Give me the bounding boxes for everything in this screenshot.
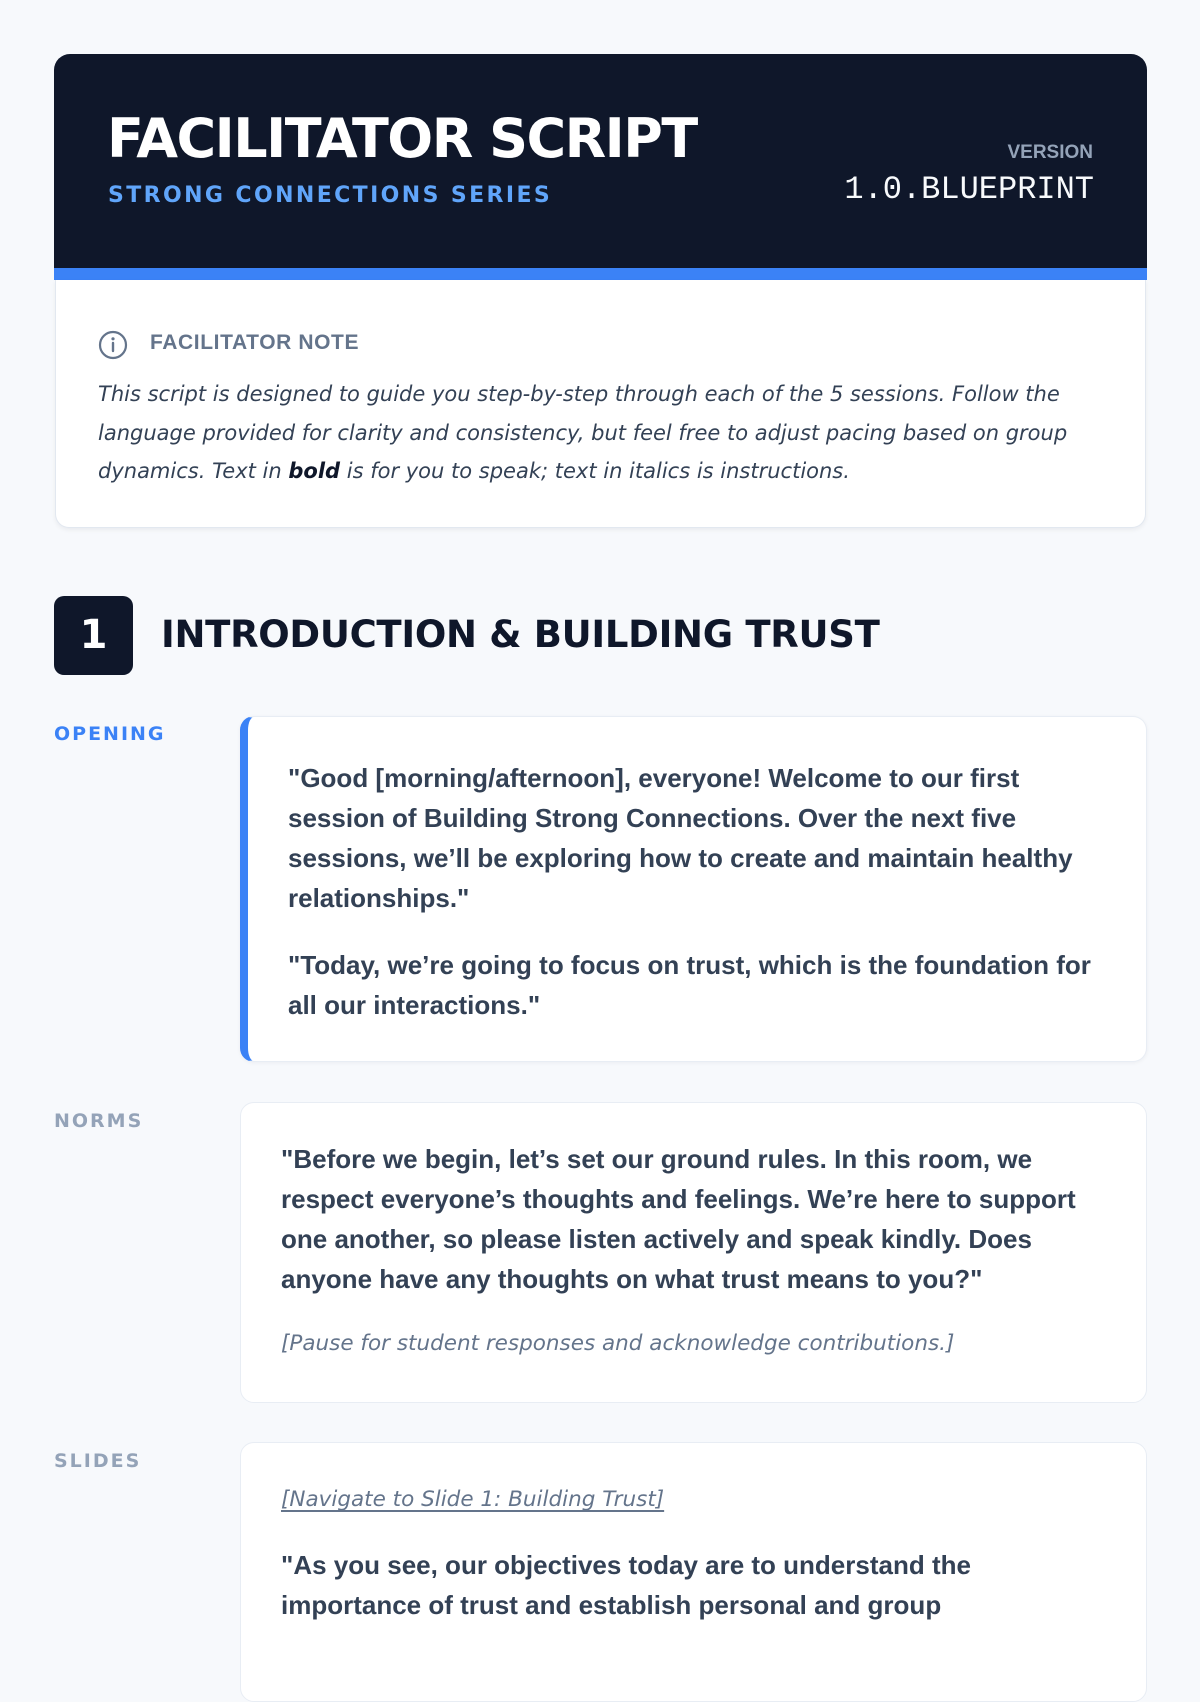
slides-script-card [240,1442,1147,1702]
opening-label: OPENING [54,723,166,745]
info-icon [98,330,128,360]
facilitator-note-text [98,375,1098,491]
norms-instruction: [Pause for student responses and acknowledge contributions.] [281,1331,955,1356]
series-subtitle: STRONG CONNECTIONS SERIES [108,183,553,208]
facilitator-note-label: FACILITATOR NOTE [150,331,360,354]
note-text-end: is for you to speak; text in italics is instructions. [340,459,850,483]
note-text-start: This script is designed to guide you step-by-step through each of the 5 sessions. Follow the language provided for clarity and consistency, but feel free to adjust pacing based on group dynamics. Text in [98,382,1068,483]
norms-speech: "Before we begin, let’s set our ground rules. In this room, we respect everyone’s thoughts and feelings. We’re here to support one another, so please listen actively and speak kindly. Does anyone have any thoughts on what trust means to you?" [281,1144,1076,1294]
facilitator-note-card [55,280,1146,528]
version-value: 1.0.BLUEPRINT [844,171,1094,208]
section-number-badge: 1 [54,596,133,675]
opening-script-card [240,716,1147,1062]
norms-label: NORMS [54,1110,144,1132]
note-bold-word: bold [288,459,341,483]
opening-speech-paragraph: "Today, we’re going to focus on trust, which is the foundation for all our interactions." [288,950,1091,1020]
slide-navigation-link[interactable]: [Navigate to Slide 1: Building Trust] [281,1487,665,1512]
header-accent-bar [54,268,1147,280]
norms-script-card [240,1102,1147,1403]
slides-label: SLIDES [54,1450,142,1472]
version-label: VERSION [1007,142,1093,163]
document-title: FACILITATOR SCRIPT [107,107,697,170]
opening-speech-paragraph: "Good [morning/afternoon], everyone! Welcome to our first session of Building Strong Connections. Over the next five sessions, we’ll be exploring how to create and maintain healthy relationships." [288,763,1073,913]
slides-speech: "As you see, our objectives today are to understand the importance of trust and establish personal and group [281,1550,971,1620]
script-header [54,54,1147,268]
section-title: INTRODUCTION & BUILDING TRUST [161,613,880,656]
